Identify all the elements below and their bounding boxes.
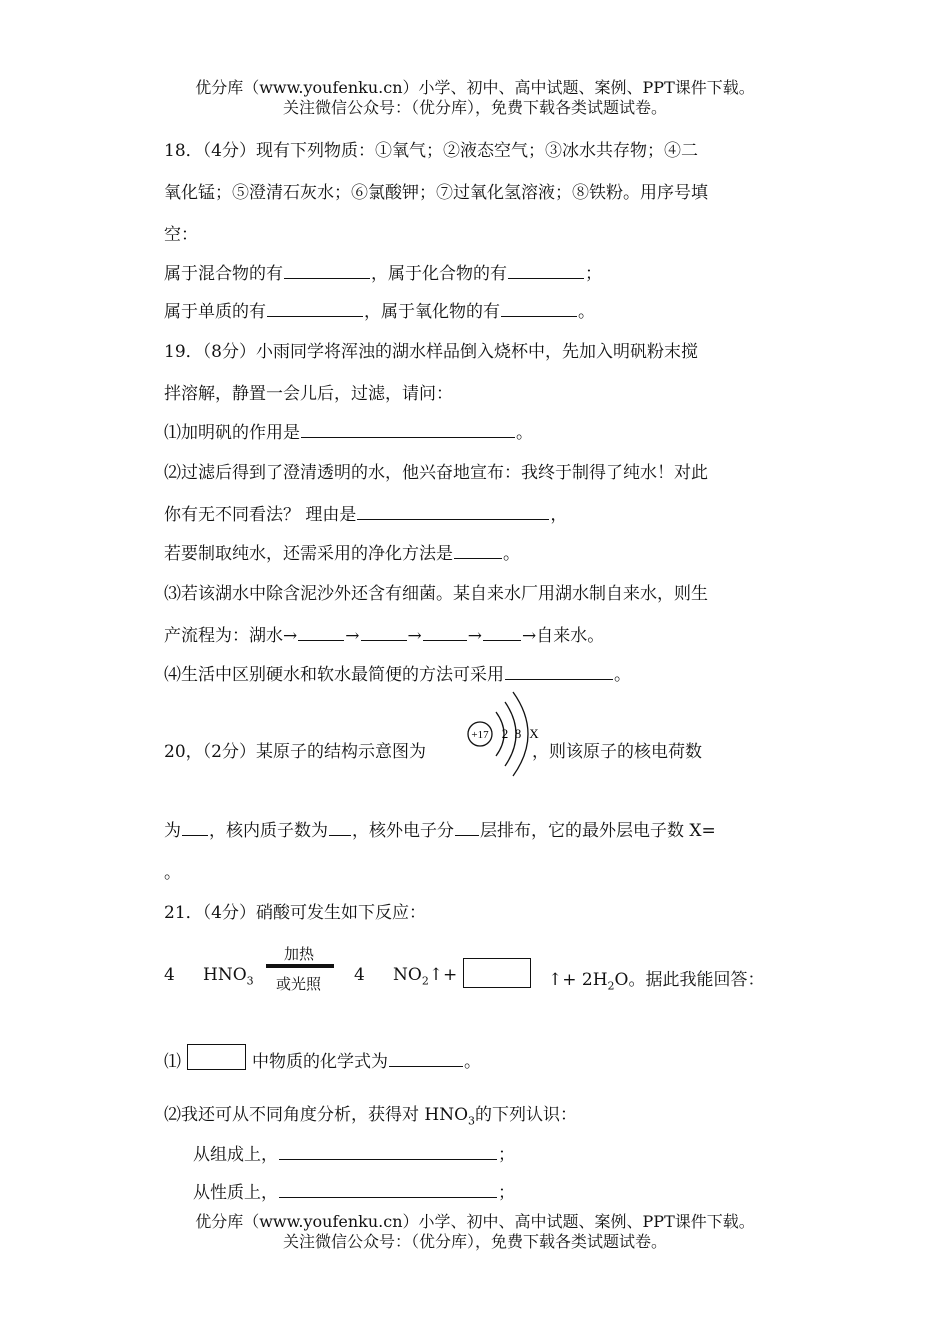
q19-step-2-blank[interactable] bbox=[361, 624, 407, 641]
q21-property-blank[interactable] bbox=[279, 1181, 497, 1198]
punct: ； bbox=[498, 1183, 515, 1203]
q18-line-1: 18．（4分）现有下列物质：①氧气；②液态空气；③冰水共存物；④二 bbox=[164, 141, 698, 161]
formula-text: NO bbox=[393, 965, 422, 985]
q19-step-1-blank[interactable] bbox=[298, 624, 344, 641]
punct: 。 bbox=[516, 423, 533, 443]
footer-line-1: 优分库（www.youfenku.cn）小学、初中、高中试题、案例、PPT课件下载。 bbox=[195, 1212, 755, 1231]
q18-line-2: 氧化锰；⑤澄清石灰水；⑥氯酸钾；⑦过氧化氢溶液；⑧铁粉。用序号填 bbox=[164, 183, 708, 203]
q20-charge-blank[interactable] bbox=[182, 819, 208, 836]
q19-part-2b bbox=[164, 500, 567, 525]
q20-proton-blank[interactable] bbox=[329, 819, 351, 836]
q18-line-3: 空： bbox=[164, 225, 198, 245]
q19-reason-blank[interactable] bbox=[357, 503, 549, 520]
gas-arrow: ↑+ bbox=[428, 965, 458, 985]
q20-text-a: 为 bbox=[164, 821, 181, 841]
q19-part-2c-text: 若要制取纯水，还需采用的净化方法是 bbox=[164, 544, 453, 564]
q18-oxide-label: ，属于氧化物的有 bbox=[364, 302, 500, 322]
footer-line-2: 关注微信公众号：（优分库），免费下载各类试题试卷。 bbox=[282, 1232, 667, 1251]
shell-2-electrons: 8 bbox=[514, 726, 522, 741]
q21-property-label: 从性质上， bbox=[193, 1183, 278, 1203]
subscript: 3 bbox=[246, 974, 254, 988]
q21-part-1-box bbox=[187, 1044, 246, 1070]
q21-composition-label: 从组成上， bbox=[193, 1145, 278, 1165]
shell-1-electrons: 2 bbox=[501, 726, 509, 741]
q21-part-1-text: 中物质的化学式为 bbox=[252, 1052, 388, 1072]
q19-part-1-blank[interactable] bbox=[301, 421, 515, 438]
q20-text-b: ，核内质子数为 bbox=[209, 821, 328, 841]
q19-flow-start: 产流程为：湖水 bbox=[164, 626, 283, 646]
q21-part-2-text-end: 的下列认识： bbox=[475, 1105, 578, 1125]
reaction-bar bbox=[266, 964, 334, 968]
q21-condition-heat: 加热 bbox=[284, 945, 315, 963]
atom-structure-diagram bbox=[465, 690, 545, 782]
q19-part-4 bbox=[164, 660, 631, 685]
header-line-2: 关注微信公众号：（优分库），免费下载各类试题试卷。 bbox=[282, 98, 667, 117]
punct: ， bbox=[550, 505, 568, 525]
q21-unknown-box[interactable] bbox=[463, 958, 531, 988]
q18-mixture-label: 属于混合物的有 bbox=[164, 264, 283, 284]
q18-compound-label: ，属于化合物的有 bbox=[371, 264, 507, 284]
q21-line-1: 21．（4分）硝酸可发生如下反应： bbox=[164, 903, 426, 923]
arrow-icon: → bbox=[407, 626, 422, 646]
arrow-icon: → bbox=[467, 626, 482, 646]
q20-line-2 bbox=[164, 816, 716, 841]
q21-condition-light: 或光照 bbox=[276, 975, 322, 993]
q20-text-d: 层排布，它的最外层电子数 X= bbox=[480, 821, 716, 841]
q21-composition bbox=[193, 1140, 515, 1165]
arrow-icon: → bbox=[283, 626, 298, 646]
q19-method-blank[interactable] bbox=[454, 542, 502, 559]
q21-part-1 bbox=[252, 1047, 481, 1072]
q21-property bbox=[193, 1178, 515, 1203]
q20-line-1a: 20，（2分）某原子的结构示意图为 bbox=[164, 742, 426, 762]
subscript: 2 bbox=[421, 974, 429, 988]
q21-part-2 bbox=[164, 1100, 577, 1127]
q21-formula-blank[interactable] bbox=[389, 1050, 463, 1067]
q21-hno3 bbox=[203, 965, 254, 987]
shell-3-electrons: X bbox=[529, 726, 539, 741]
arrow-icon: → bbox=[345, 626, 360, 646]
q18-oxide-blank[interactable] bbox=[501, 300, 577, 317]
q18-line-mixture bbox=[164, 259, 602, 284]
punct: 。 bbox=[614, 665, 631, 685]
q21-equation-tail bbox=[548, 965, 764, 992]
subscript: 2 bbox=[607, 979, 615, 993]
q19-part-4-text: ⑷生活中区别硬水和软水最简便的方法可采用 bbox=[164, 665, 504, 685]
q19-flow-end: 自来水。 bbox=[536, 626, 605, 646]
q19-part-1-text: ⑴加明矾的作用是 bbox=[164, 423, 300, 443]
q18-compound-blank[interactable] bbox=[508, 262, 584, 279]
q19-part-1 bbox=[164, 418, 533, 443]
q18-mixture-blank[interactable] bbox=[284, 262, 370, 279]
subscript: 3 bbox=[468, 1114, 476, 1128]
q18-line-element bbox=[164, 297, 595, 322]
q19-line-1: 19．（8分）小雨同学将浑浊的湖水样品倒入烧杯中，先加入明矾粉末搅 bbox=[164, 342, 698, 362]
q21-coefficient-2: 4 bbox=[354, 965, 365, 985]
punct: 。 bbox=[578, 302, 595, 322]
q19-step-3-blank[interactable] bbox=[423, 624, 467, 641]
formula-text: HNO bbox=[203, 965, 247, 985]
q19-step-4-blank[interactable] bbox=[483, 624, 521, 641]
q20-line-1b: ，则该原子的核电荷数 bbox=[532, 742, 702, 762]
q19-part-3a: ⑶若该湖水中除含泥沙外还含有细菌。某自来水厂用湖水制自来水，则生 bbox=[164, 584, 708, 604]
q21-part-1-num: ⑴ bbox=[164, 1052, 181, 1072]
q19-line-2: 拌溶解，静置一会儿后，过滤，请问： bbox=[164, 384, 453, 404]
formula-text: O。据此我能回答： bbox=[614, 970, 765, 990]
q21-no2 bbox=[393, 965, 457, 987]
q21-coefficient-1: 4 bbox=[164, 965, 175, 985]
q21-composition-blank[interactable] bbox=[279, 1143, 497, 1160]
punct: ； bbox=[498, 1145, 515, 1165]
q21-part-2-text: ⑵我还可从不同角度分析，获得对 HNO bbox=[164, 1105, 469, 1125]
formula-text: ↑+ 2H bbox=[548, 970, 608, 990]
q20-layers-blank[interactable] bbox=[455, 819, 479, 836]
q19-process-flow bbox=[164, 621, 604, 646]
punct: 。 bbox=[464, 1052, 481, 1072]
q18-element-blank[interactable] bbox=[267, 300, 363, 317]
nucleus-charge: +17 bbox=[471, 729, 489, 741]
q19-hardness-test-blank[interactable] bbox=[505, 663, 613, 680]
q20-line-3: 。 bbox=[164, 863, 181, 883]
punct: ； bbox=[585, 264, 602, 284]
arrow-icon: → bbox=[522, 626, 537, 646]
q19-part-2c bbox=[164, 539, 520, 564]
q20-text-c: ，核外电子分 bbox=[352, 821, 454, 841]
q19-part-2b-text: 你有无不同看法？ 理由是 bbox=[164, 505, 357, 525]
q19-part-2a: ⑵过滤后得到了澄清透明的水，他兴奋地宣布：我终于制得了纯水！对此 bbox=[164, 463, 708, 483]
header-line-1: 优分库（www.youfenku.cn）小学、初中、高中试题、案例、PPT课件下载。 bbox=[195, 78, 755, 97]
punct: 。 bbox=[503, 544, 520, 564]
q18-element-label: 属于单质的有 bbox=[164, 302, 266, 322]
